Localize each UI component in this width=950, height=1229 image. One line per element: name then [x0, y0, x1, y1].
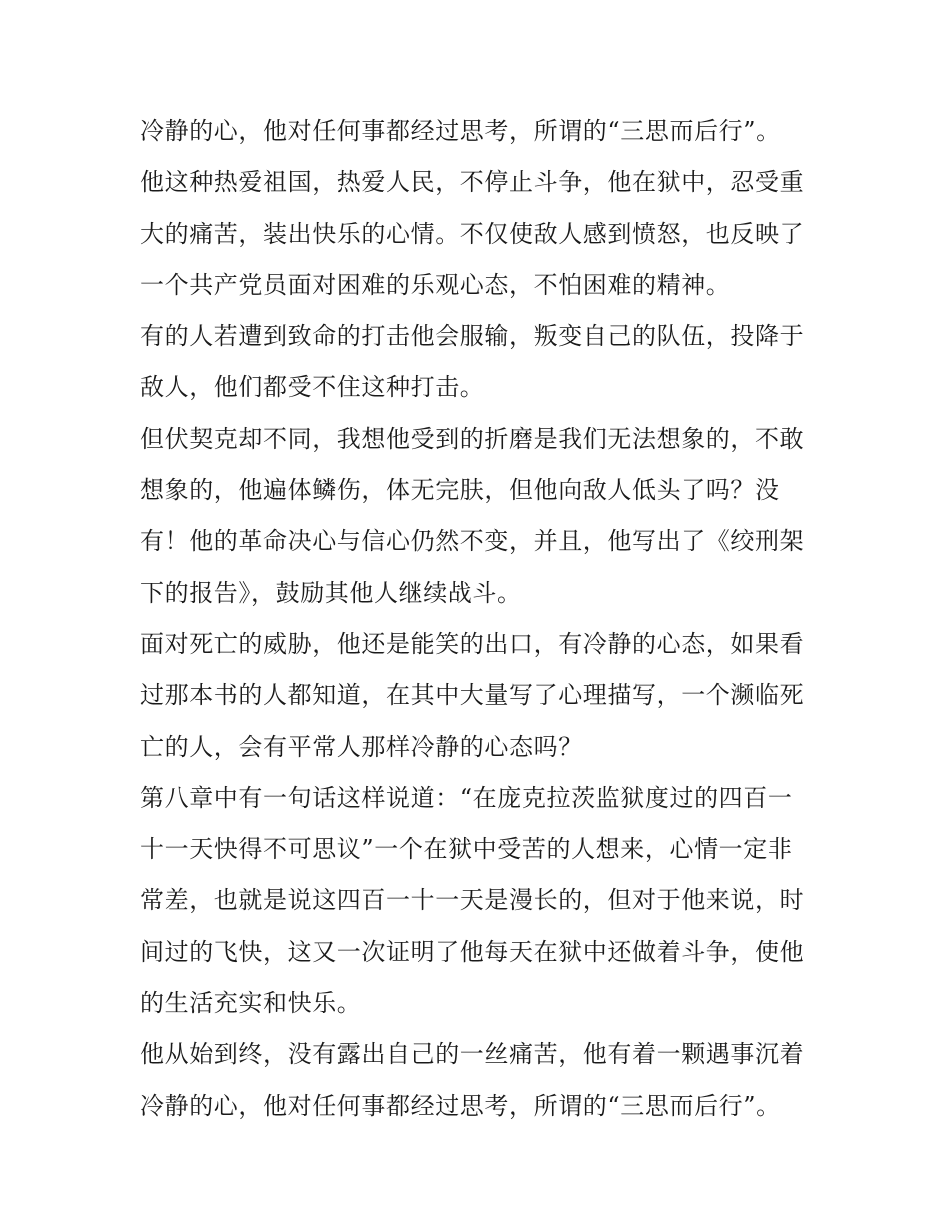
text-line: 过那本书的人都知道，在其中大量写了心理描写，一个濒临死 — [140, 681, 805, 710]
text-line: 大的痛苦，装出快乐的心情。不仅使敌人感到愤怒，也反映了 — [140, 219, 805, 248]
text-line: 亡的人，会有平常人那样冷静的心态吗？ — [140, 732, 583, 761]
text-line: 有！他的革命决心与信心仍然不变，并且，他写出了《绞刑架 — [140, 527, 805, 556]
text-line: 冷静的心，他对任何事都经过思考，所谓的“三思而后行”。 — [140, 1091, 781, 1120]
text-line: 第八章中有一句话这样说道：“在庞克拉茨监狱度过的四百一 — [140, 783, 793, 812]
text-line: 冷静的心，他对任何事都经过思考，所谓的“三思而后行”。 — [140, 117, 781, 145]
text-line: 他从始到终，没有露出自己的一丝痛苦，他有着一颗遇事沉着 — [140, 1040, 805, 1069]
text-line: 一个共产党员面对困难的乐观心态，不怕困难的精神。 — [140, 270, 731, 299]
text-line: 的生活充实和快乐。 — [140, 989, 362, 1018]
text-line: 间过的飞快，这又一次证明了他每天在狱中还做着斗争，使他 — [140, 937, 805, 966]
text-line: 有的人若遭到致命的打击他会服输，叛变自己的队伍，投降于 — [140, 322, 805, 351]
text-line: 敌人，他们都受不住这种打击。 — [140, 373, 485, 402]
text-line: 但伏契克却不同，我想他受到的折磨是我们无法想象的，不敢 — [140, 424, 805, 453]
text-line: 下的报告》，鼓励其他人继续战斗。 — [140, 578, 522, 607]
text-line: 面对死亡的威胁，他还是能笑的出口，有冷静的心态，如果看 — [140, 629, 805, 658]
text-line: 他这种热爱祖国，热爱人民，不停止斗争，他在狱中，忍受重 — [140, 168, 805, 197]
text-line: 十一天快得不可思议”一个在狱中受苦的人想来，心情一定非 — [140, 835, 793, 864]
text-line: 常差，也就是说这四百一十一天是漫长的，但对于他来说，时 — [140, 886, 805, 915]
text-line: 想象的，他遍体鳞伤，体无完肤，但他向敌人低头了吗？没 — [140, 476, 780, 505]
document-body — [140, 106, 820, 1132]
